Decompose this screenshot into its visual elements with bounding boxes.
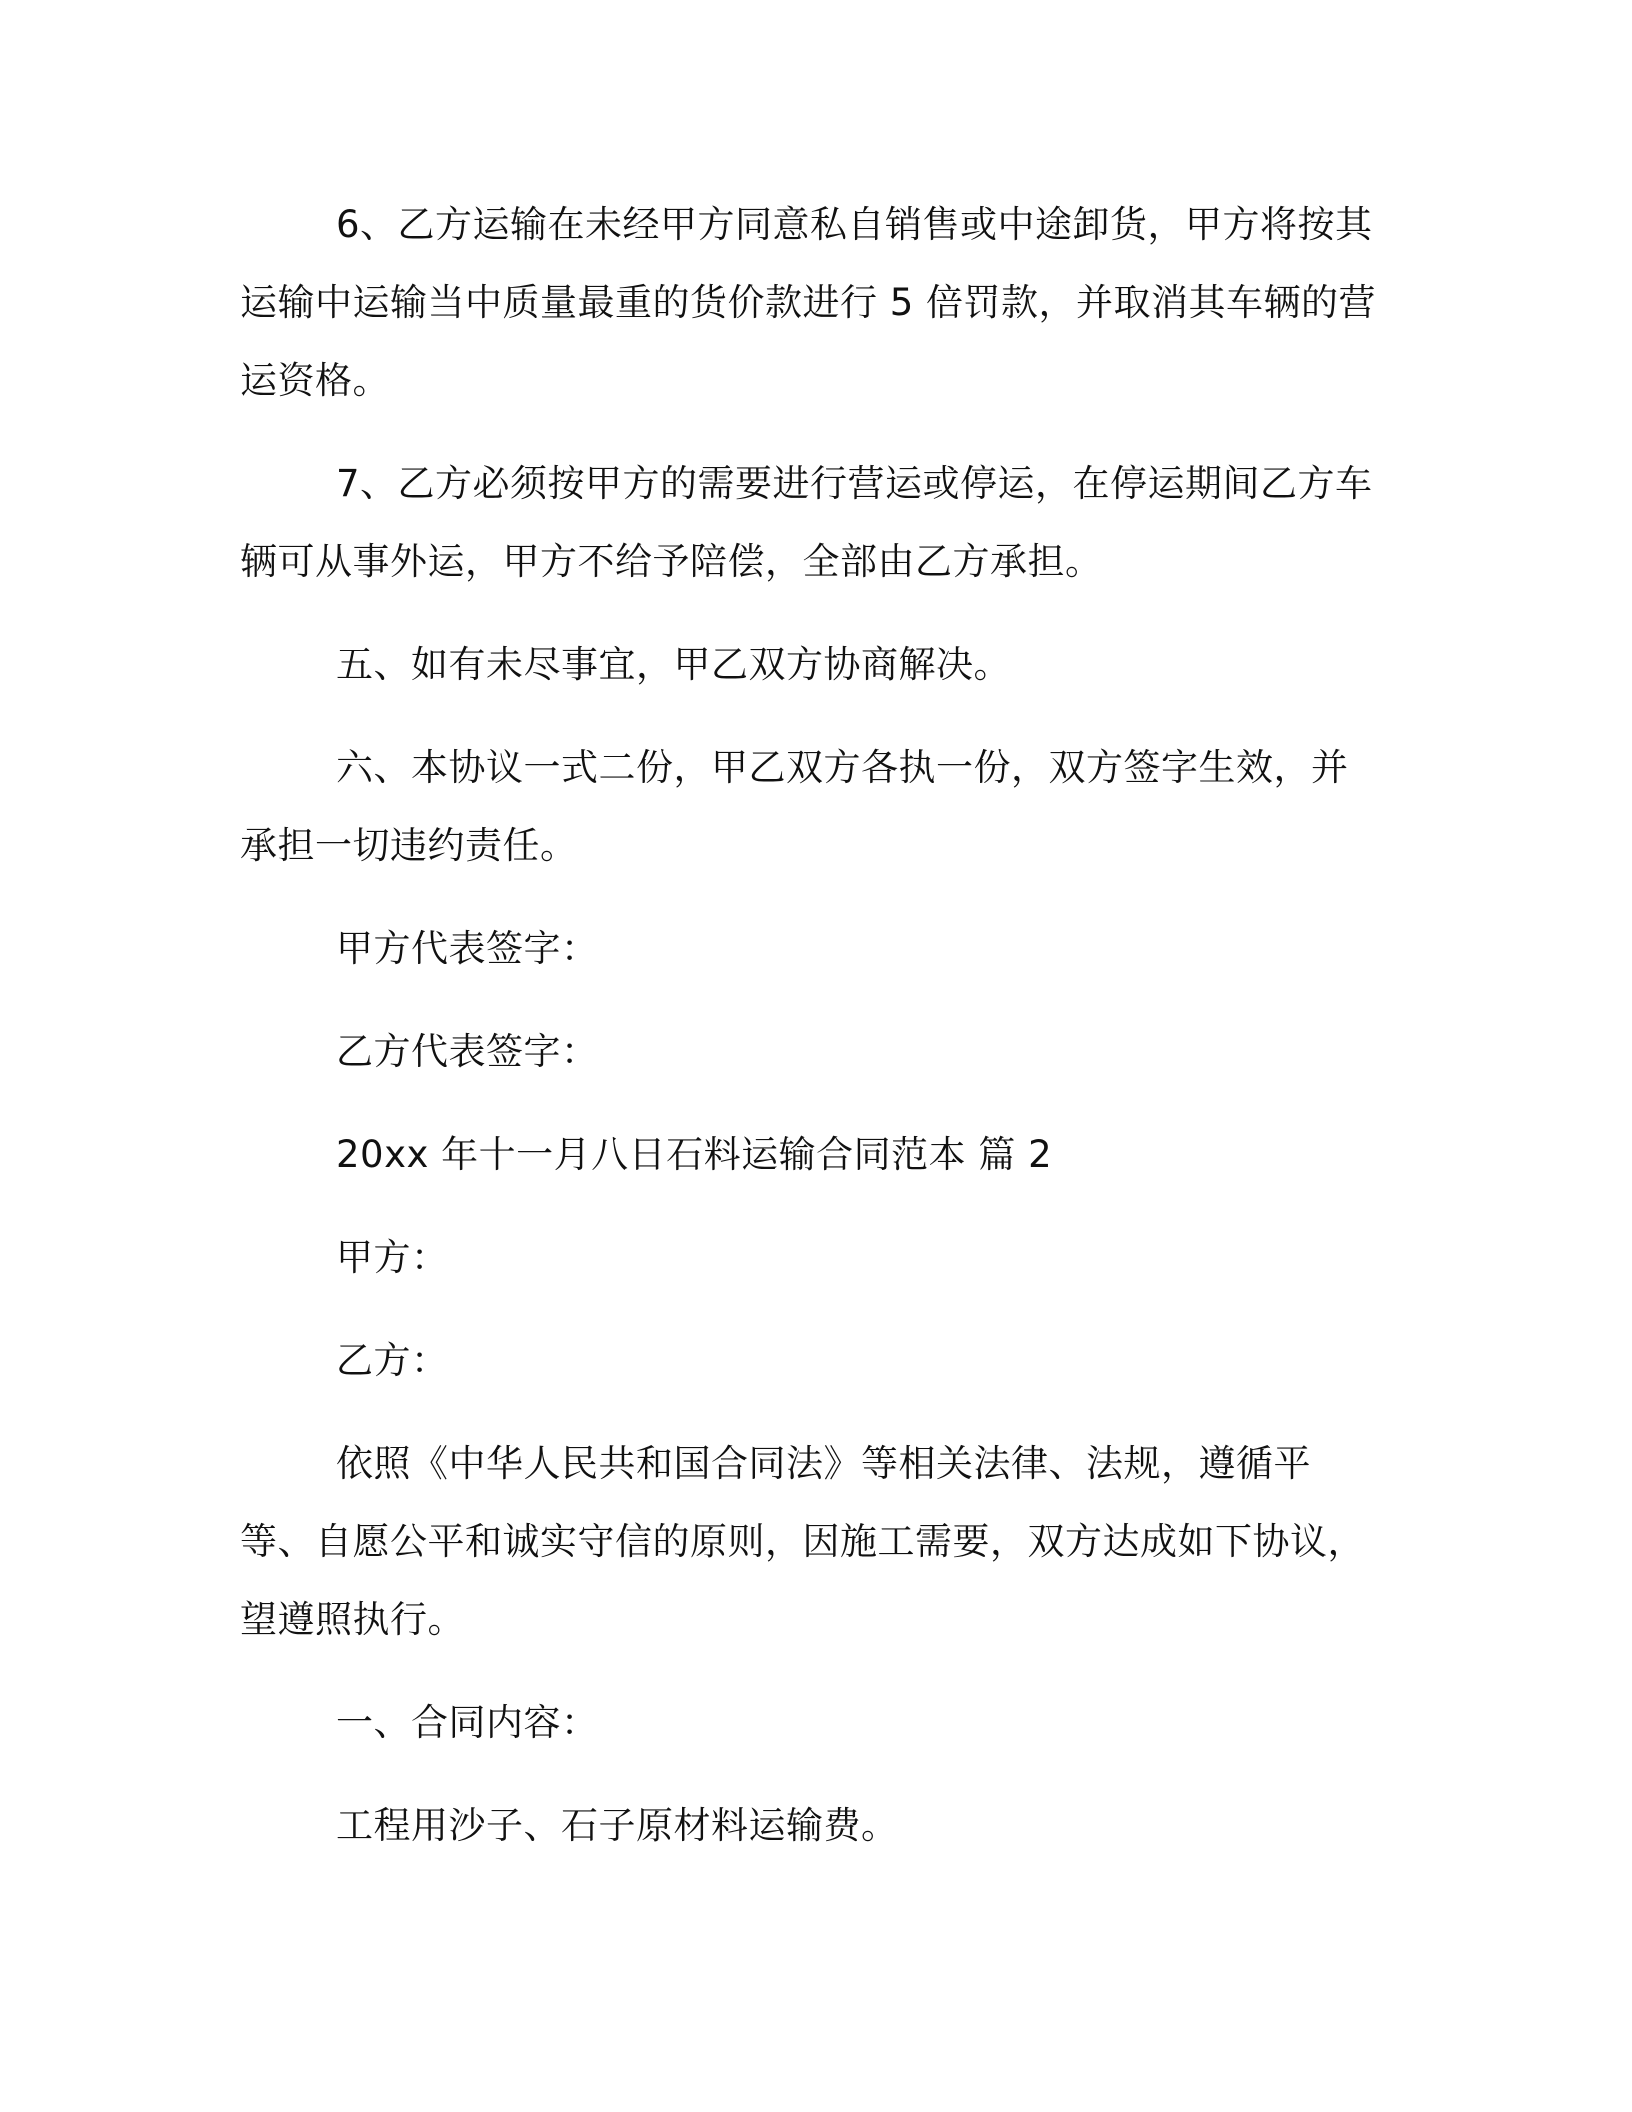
contract-2-title: 20xx 年十一月八日石料运输合同范本 篇 2: [336, 1133, 1053, 1176]
clause-6-paragraph: 6、乙方运输在未经甲方同意私自销售或中途卸货，甲方将按其运输中运输当中质量最重的货价款进行 5 倍罚款，并取消其车辆的营运资格。: [240, 203, 1377, 402]
party-a-line: 甲方：: [336, 1236, 449, 1279]
section-1-heading: 一、合同内容：: [336, 1701, 599, 1744]
document-body: [240, 186, 1380, 1865]
party-b-signature-line: 乙方代表签字：: [336, 1030, 599, 1073]
clause-7-paragraph: 7、乙方必须按甲方的需要进行营运或停运，在停运期间乙方车辆可从事外运，甲方不给予陪偿，全部由乙方承担。: [240, 462, 1373, 583]
section-5-paragraph: 五、如有未尽事宜，甲乙双方协商解决。: [336, 643, 1011, 686]
party-a-signature-line: 甲方代表签字：: [336, 927, 599, 970]
section-6-paragraph: 六、本协议一式二份，甲乙双方各执一份，双方签字生效，并承担一切违约责任。: [240, 746, 1349, 867]
party-b-line: 乙方：: [336, 1339, 449, 1382]
preamble-paragraph: 依照《中华人民共和国合同法》等相关法律、法规，遵循平等、自愿公平和诚实守信的原则，因施工需要，双方达成如下协议，望遵照执行。: [240, 1442, 1365, 1641]
contract-content-paragraph: 工程用沙子、石子原材料运输费。: [336, 1804, 899, 1847]
